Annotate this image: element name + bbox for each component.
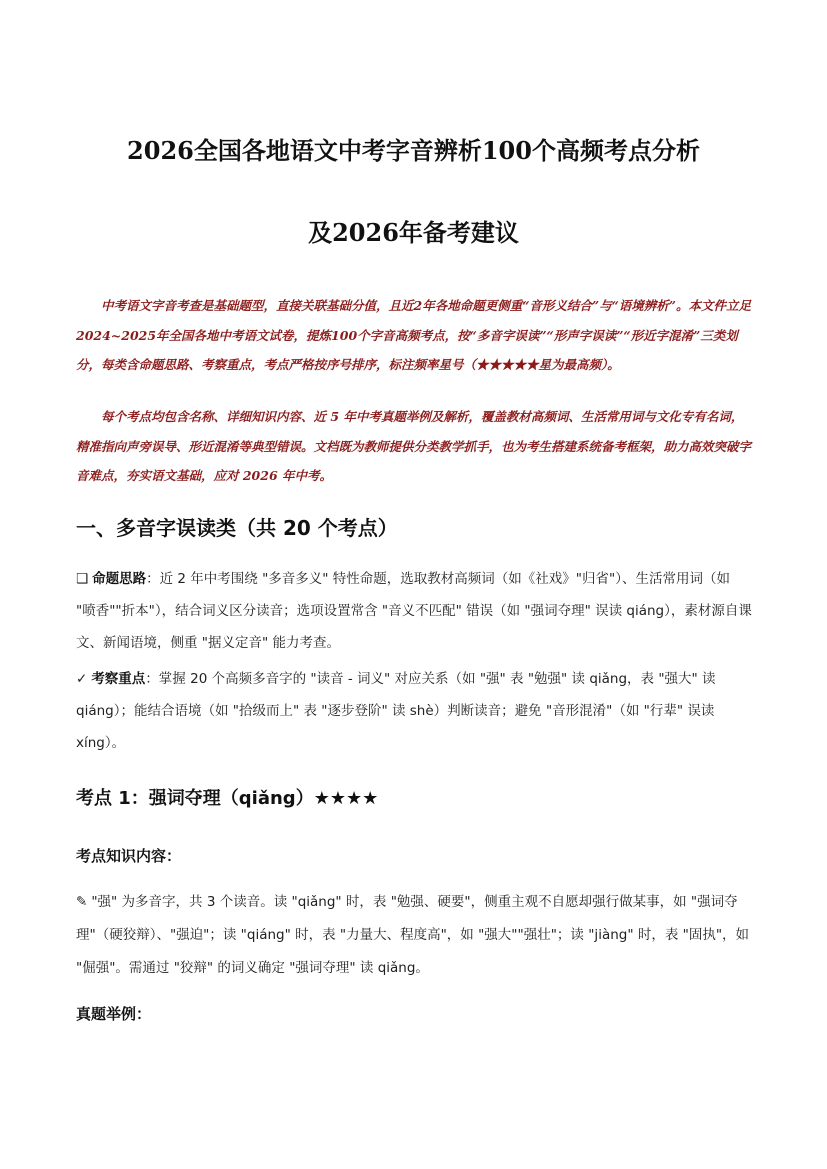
proposition-idea-text: ：近 2 年中考围绕 "多音多义" 特性命题，选取教材高频词（如《社戏》"归省"）、生活常用词（如 "喷香""折本"），结合词义区分读音；选项设置常含 "音义不匹配" 错误（如 "强词夺理" 误读 qiáng），素材源自课文、新闻语境，侧重 "据义定音" 能力考查。 xyxy=(76,571,752,651)
knowledge-heading: 考点知识内容： xyxy=(76,847,182,865)
proposition-idea-paragraph xyxy=(76,563,752,659)
focus-label: 考察重点 xyxy=(91,671,146,687)
checkmark-icon: ✓ xyxy=(76,671,88,687)
document-title-line1: 2026全国各地语文中考字音辨析100个高频考点分析 xyxy=(127,136,700,165)
section-heading: 一、多音字误读类（共 20 个考点） xyxy=(76,516,398,540)
document-title-line2: 及2026年备考建议 xyxy=(308,218,519,247)
examples-heading: 真题举例： xyxy=(76,1005,152,1023)
proposition-idea-label: 命题思路 xyxy=(92,571,147,587)
point-heading: 考点 1：强词夺理（qiǎng）★★★★ xyxy=(76,788,379,809)
knowledge-text: "强" 为多音字，共 3 个读音。读 "qiǎng" 时，表 "勉强、硬要"，侧重主观不自愿却强行做某事，如 "强词夺理"（硬狡辩）、"强迫"；读 "qiáng" 时，表 "力量大、程度高"，如 "强大""强壮"；读 "jiàng" 时，表 "固执"，如 "倔强"。需通过 "狡辩" 的词义确定 "强词夺理" 读 qiǎng。 xyxy=(76,894,750,976)
intro-paragraph-1: 中考语文字音考查是基础题型，直接关联基础分值，且近2年各地命题更侧重“音形义结合”与“语境辨析”。本文件立足2024~2025年全国各地中考语文试卷，提炼100个字音高频考点，按“多音字误读”“形声字误读”“形近字混淆”三类划分，每类含命题思路、考察重点，考点严格按序号排序，标注频率星号（★★★★★星为最高频）。 xyxy=(76,298,751,372)
knowledge-paragraph xyxy=(76,886,752,985)
intro-paragraph-2: 每个考点均包含名称、详细知识内容、近 5 年中考真题举例及解析，覆盖教材高频词、生活常用词与文化专有名词，精准指向声旁误导、形近混淆等典型错误。文档既为教师提供分类教学抓手，也为考生搭建系统备考框架，助力高效突破字音难点，夯实语文基础，应对 2026 年中考。 xyxy=(76,409,752,483)
checkbox-icon: ❑ xyxy=(76,571,89,587)
pencil-icon: ✎ xyxy=(76,894,88,910)
focus-text: ：掌握 20 个高频多音字的 "读音 - 词义" 对应关系（如 "强" 表 "勉强" 读 qiǎng，表 "强大" 读 qiáng）；能结合语境（如 "拾级而上" 表 "逐步登阶" 读 shè）判断读音；避免 "音形混淆"（如 "行辈" 误读 xíng）。 xyxy=(76,671,716,751)
focus-paragraph xyxy=(76,663,752,759)
